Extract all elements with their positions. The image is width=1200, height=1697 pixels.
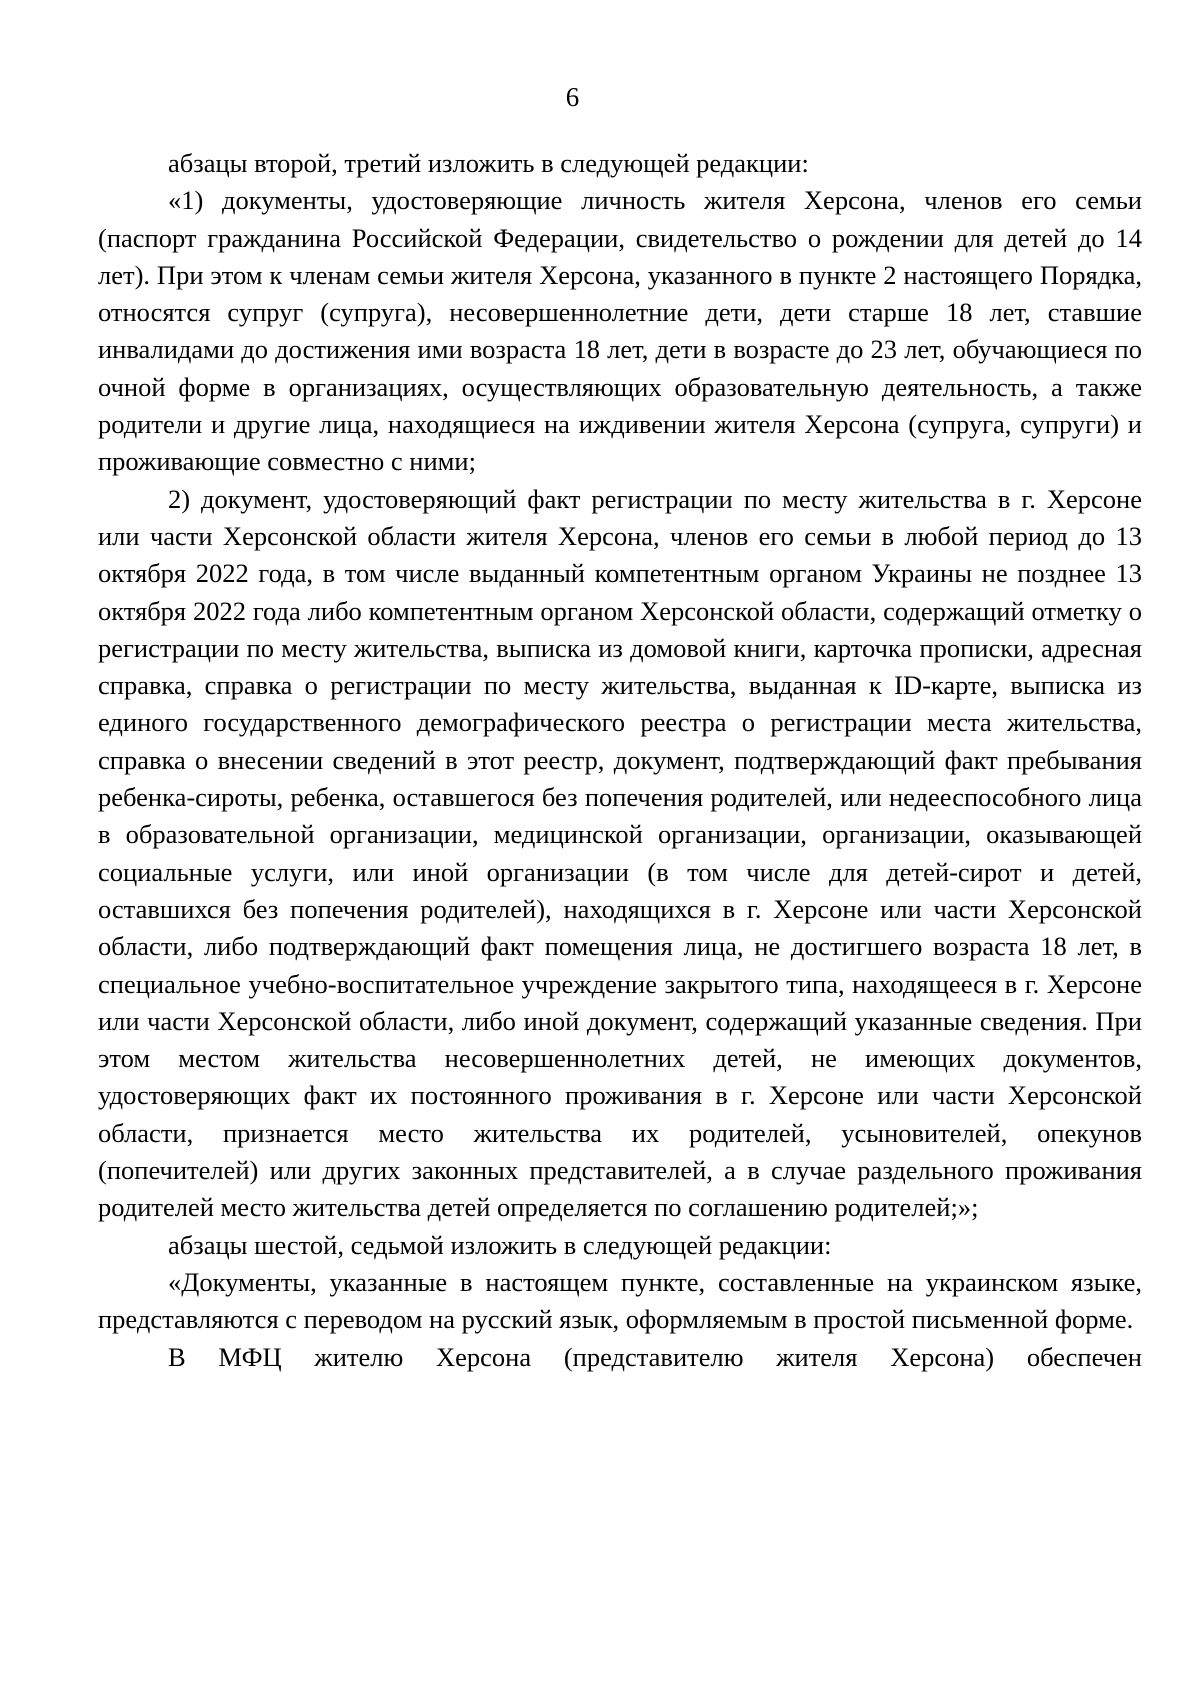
page-number: 6 <box>565 82 580 112</box>
paragraph-item-1: «1) документы, удостоверяющие личность жителя Херсона, членов его семьи (паспорт гражданина Российской Федерации, свидетельство о рождении для детей до 14 лет). При этом к членам семьи жителя Херсона, указанного в пункте 2 настоящего Порядка, относятся супруг (супруга), несовершеннолетние дети, дети старше 18 лет, ставшие инвалидами до достижения ими возраста 18 лет, дети в возрасте до 23 лет, обучающиеся по очной форме в организациях, осуществляющих образовательную деятельность, а также родители и другие лица, находящиеся на иждивении жителя Херсона (супруга, супруги) и проживающие совместно с ними; <box>98 185 1142 477</box>
paragraph-amendment-intro: абзацы второй, третий изложить в следующей редакции: <box>168 148 809 178</box>
paragraph-item-2: 2) документ, удостоверяющий факт регистрации по месту жительства в г. Херсоне или части Херсонской области жителя Херсона, членов его семьи в любой период до 13 октября 2022 года, в том числе выданный компетентным органом Украины не позднее 13 октября 2022 года либо компетентным органом Херсонской области, содержащий отметку о регистрации по месту жительства, выписка из домовой книги, карточка прописки, адресная справка, справка о регистрации по месту жительства, выданная к ID-карте, выписка из единого государственного демографического реестра о регистрации места жительства, справка о внесении сведений в этот реестр, документ, подтверждающий факт пребывания ребенка-сироты, ребенка, оставшегося без попечения родителей, или недееспособного лица в образовательной организации, медицинской организации, организации, оказывающей социальные услуги, или иной организации (в том числе для детей-сирот и детей, оставшихся без попечения родителей), находящихся в г. Херсоне или части Херсонской области, либо подтверждающий факт помещения лица, не достигшего возраста 18 лет, в специальное учебно-воспитательное учреждение закрытого типа, находящееся в г. Херсоне или части Херсонской области, либо иной документ, содержащий указанные сведения. При этом местом жительства несовершеннолетних детей, не имеющих документов, удостоверяющих факт их постоянного проживания в г. Херсоне или части Херсонской области, признается место жительства их родителей, усыновителей, опекунов (попечителей) или других законных представителей, а в случае раздельного проживания родителей место жительства детей определяется по соглашению родителей;»; <box>98 483 1142 1223</box>
document-body <box>98 145 1142 1376</box>
paragraph-mfc: В МФЦ жителю Херсона (представителю жителя Херсона) обеспечен <box>168 1341 1142 1372</box>
paragraph-documents-translation: «Документы, указанные в настоящем пункте, составленные на украинском языке, представляются с переводом на русский язык, оформляемым в простой письменной форме. <box>98 1266 1142 1335</box>
paragraph-amendment-intro-2: абзацы шестой, седьмой изложить в следующей редакции: <box>168 1229 832 1260</box>
